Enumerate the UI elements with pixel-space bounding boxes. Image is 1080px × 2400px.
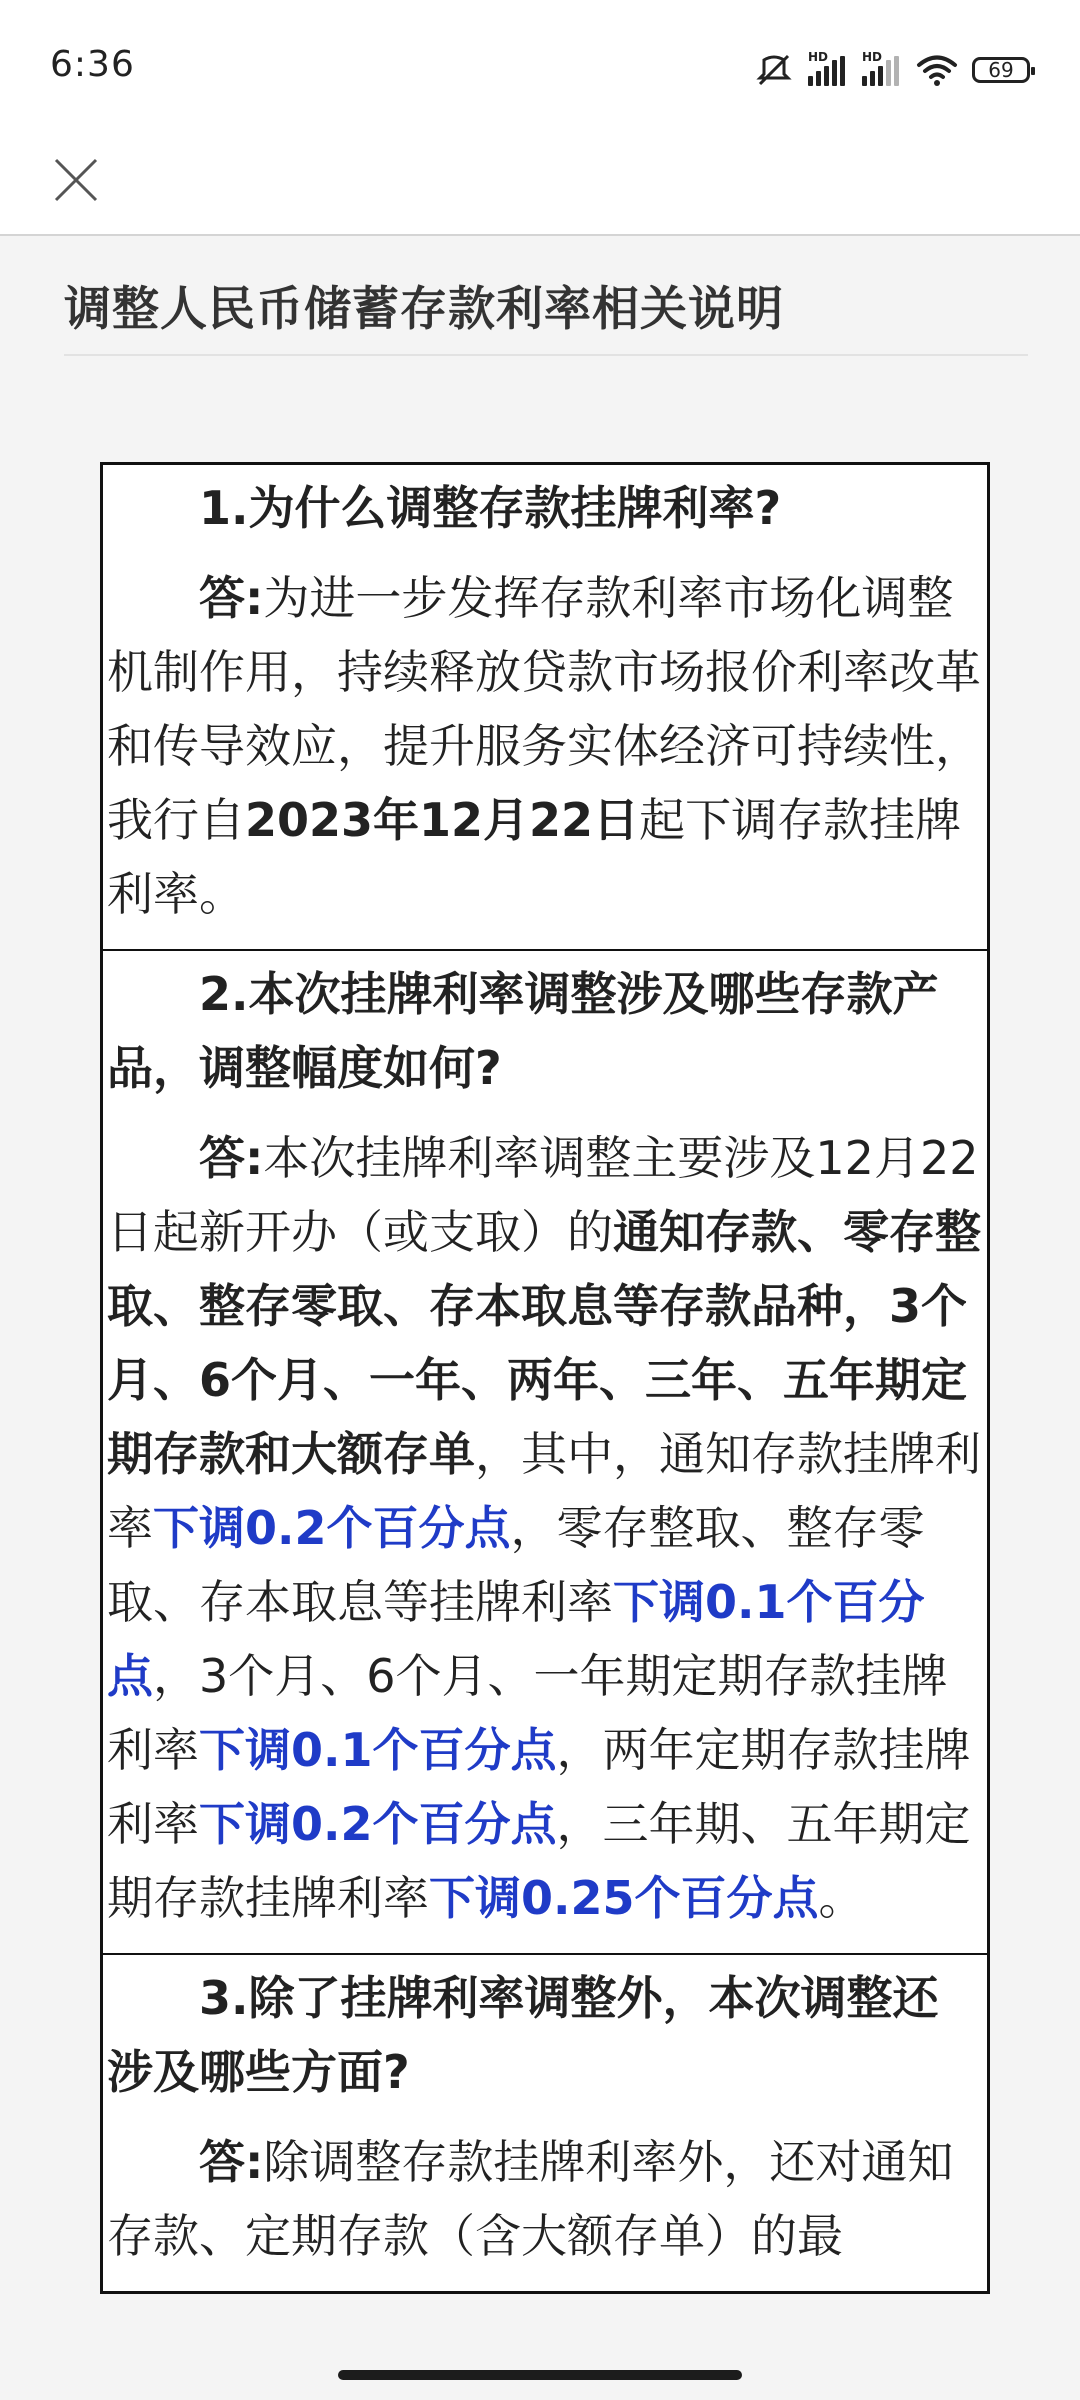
answer-date: 2023年12月22日 bbox=[245, 793, 640, 847]
article-content[interactable] bbox=[0, 236, 1080, 2400]
hd-label-2: HD bbox=[862, 50, 883, 64]
question-2: 2.本次挂牌利率调整涉及哪些存款产品，调整幅度如何? bbox=[107, 967, 939, 1095]
question-3: 3.除了挂牌利率调整外，本次调整还涉及哪些方面? bbox=[107, 1971, 939, 2099]
cell-signal-1-icon bbox=[808, 50, 848, 86]
rate-change-highlight: 下调0.2个百分点 bbox=[153, 1501, 511, 1555]
rate-change-highlight: 下调0.2个百分点 bbox=[199, 1797, 557, 1851]
home-indicator[interactable] bbox=[338, 2370, 742, 2380]
answer-label: 答: bbox=[199, 571, 264, 625]
mute-vibrate-icon bbox=[754, 52, 794, 88]
rate-change-highlight: 下调0.25个百分点 bbox=[429, 1871, 819, 1925]
title-divider bbox=[64, 354, 1028, 356]
battery-level: 69 bbox=[988, 58, 1014, 82]
answer-label: 答: bbox=[199, 1131, 264, 1185]
close-button[interactable] bbox=[46, 150, 106, 210]
top-nav-bar bbox=[0, 138, 1080, 236]
cell-signal-2-icon bbox=[862, 50, 902, 86]
answer-text: 。 bbox=[818, 1871, 865, 1925]
answer-3 bbox=[107, 2125, 983, 2273]
qa-cell-1 bbox=[103, 465, 987, 951]
answer-text: 起下调存款挂牌利率。 bbox=[107, 793, 962, 921]
rate-change-highlight: 下调0.1个百分点 bbox=[199, 1723, 557, 1777]
close-icon bbox=[46, 150, 106, 210]
answer-label: 答: bbox=[199, 2135, 264, 2189]
status-icons bbox=[754, 48, 1030, 92]
page-title: 调整人民币储蓄存款利率相关说明 bbox=[64, 282, 784, 337]
answer-text: ，零存整取、整存零取、存本取息等挂牌利率 bbox=[107, 1501, 925, 1629]
status-time: 6:36 bbox=[50, 44, 135, 85]
rate-change-highlight: 下调0.1个百分点 bbox=[107, 1575, 925, 1703]
answer-text: 本次挂牌利率调整主要涉及12月22日起新开办（或支取）的 bbox=[107, 1131, 979, 1259]
question-1: 1.为什么调整存款挂牌利率? bbox=[199, 481, 782, 535]
qa-table bbox=[100, 462, 990, 2294]
answer-text: ，其中，通知存款挂牌利率 bbox=[107, 1427, 981, 1555]
answer-text: ，3个月、6个月、一年期定期存款挂牌利率 bbox=[107, 1649, 948, 1777]
answer-text: 为进一步发挥存款利率市场化调整机制作用，持续释放贷款市场报价利率改革和传导效应，提升服务实体经济可持续性，我行自 bbox=[107, 571, 981, 847]
answer-text: ，三年期、五年期定期存款挂牌利率 bbox=[107, 1797, 971, 1925]
answer-text: ，两年定期存款挂牌利率 bbox=[107, 1723, 971, 1851]
status-bar bbox=[0, 0, 1080, 138]
answer-1 bbox=[107, 561, 983, 931]
hd-label-1: HD bbox=[808, 50, 829, 64]
wifi-icon bbox=[916, 54, 958, 86]
answer-products: 通知存款、零存整取、整存零取、存本取息等存款品种，3个月、6个月、一年、两年、三年、五年期定期存款和大额存单 bbox=[107, 1205, 981, 1481]
qa-cell-3 bbox=[103, 1955, 987, 2291]
answer-text: 除调整存款挂牌利率外，还对通知存款、定期存款（含大额存单）的最 bbox=[107, 2135, 954, 2263]
qa-cell-2 bbox=[103, 951, 987, 1955]
answer-2 bbox=[107, 1121, 983, 1935]
battery-icon bbox=[972, 57, 1030, 83]
